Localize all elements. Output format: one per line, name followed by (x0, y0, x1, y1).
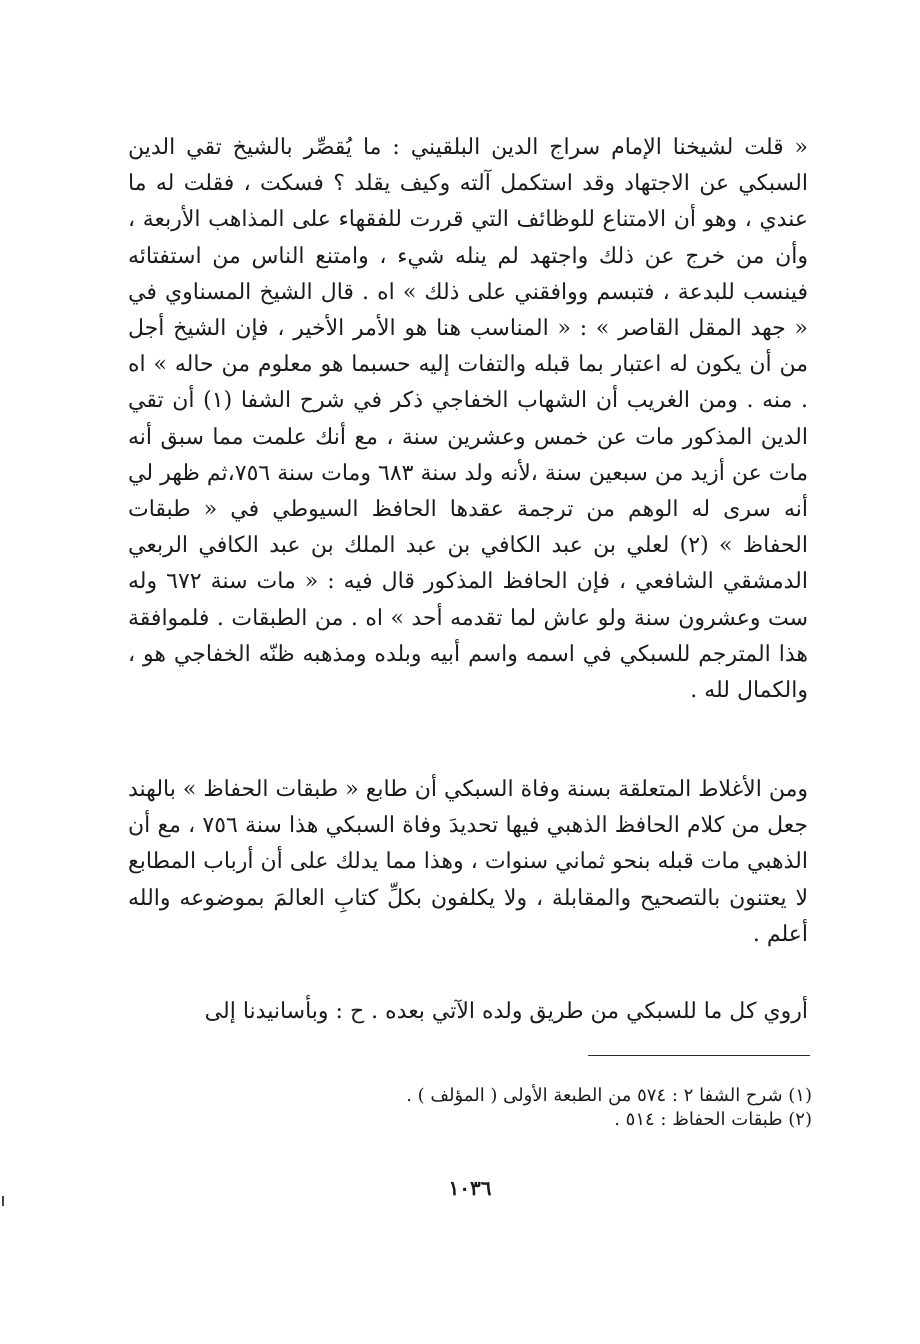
scan-edge-mark (2, 1196, 4, 1206)
body-paragraph-2: ومن الأغلاط المتعلقة بسنة وفاة السبكي أن طابع « طبقات الحفاظ » بالهند جعل من كلام الحافظ الذهبي فيها تحديدَ وفاة السبكي هذا سنة ٧٥٦ ، مع أن الذهبي مات قبله بنحو ثماني سنوات ، وهذا مما يدلك على أن أرباب المطابع لا يعتنون بالتصحيح والمقابلة ، ولا يكلفون بكلِّ كتابِ العالمَ بموضوعه والله أعلم . (128, 777, 808, 947)
page-number: ١٠٣٦ (448, 1176, 492, 1200)
body-paragraph-1: « قلت لشيخنا الإمام سراج الدين البلقيني : ما يُقصِّر بالشيخ تقي الدين السبكي عن الاجتهاد وقد استكمل آلته وكيف يقلد ؟ فسكت ، فقلت له ما عندي ، وهو أن الامتناع للوظائف التي قررت للفقهاء على المذاهب الأربعة ، وأن من خرج عن ذلك واجتهد لم ينله شيء ، وامتنع الناس من استفتائه فينسب للبدعة ، فتبسم ووافقني على ذلك » اه . قال الشيخ المسناوي في « جهد المقل القاصر » : « المناسب هنا هو الأمر الأخير ، فإن الشيخ أجل من أن يكون له اعتبار بما قبله والتفات إليه حسبما هو معلوم من حاله » اه . منه . ومن الغريب أن الشهاب الخفاجي ذكر في شرح الشفا (١) أن تقي الدين المذكور مات عن خمس وعشرين سنة ، مع أنك علمت مما سبق أنه مات عن أزيد من سبعين سنة ،لأنه ولد سنة ٦٨٣ ومات سنة ٧٥٦،ثم ظهر لي أنه سرى له الوهم من ترجمة عقدها الحافظ السيوطي في « طبقات الحفاظ » (٢) لعلي بن عبد الكافي بن عبد الملك بن عبد الكافي الربعي الدمشقي الشافعي ، فإن الحافظ المذكور قال فيه : « مات سنة ٦٧٢ وله ست وعشرون سنة ولو عاش لما تقدمه أحد » اه . من الطبقات . فلموافقة هذا المترجم للسبكي في اسمه واسم أبيه وبلده ومذهبه ظنّه الخفاجي هو ، والكمال لله . (128, 135, 809, 704)
body-paragraph-3: أروي كل ما للسبكي من طريق ولده الآتي بعده . ح : وبأسانيدنا إلى (204, 999, 808, 1024)
footnote-divider (588, 1055, 810, 1056)
footnote-1: (١) شرح الشفا ٢ : ٥٧٤ من الطبعة الأولى ( المؤلف ) . (406, 1085, 812, 1106)
footnotes (128, 1084, 812, 1132)
footnote-2: (٢) طبقات الحفاظ : ٥١٤ . (614, 1109, 812, 1130)
